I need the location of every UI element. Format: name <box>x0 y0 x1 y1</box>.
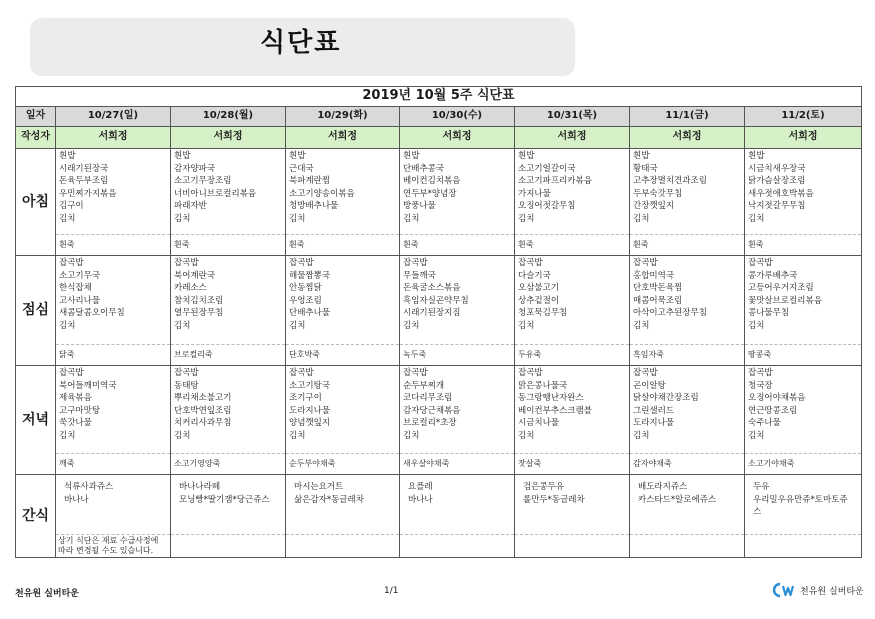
table-caption: 2019년 10월 5주 식단표 <box>16 87 862 107</box>
menu-item: 단배추나물 <box>289 308 331 318</box>
author-name: 서희정 <box>286 127 400 149</box>
menu-item: 김치 <box>518 430 535 441</box>
menu-item: 잡곡밥 <box>403 368 428 378</box>
menu-item: 롤만두*동글레차 <box>523 494 585 505</box>
day-menu-cell <box>745 475 862 535</box>
menu-item: 매콤어묵조림 <box>633 295 683 306</box>
menu-item: 석류사과쥬스 <box>64 482 114 492</box>
day-menu-cell <box>171 475 286 535</box>
menu-item: 김치 <box>748 320 765 331</box>
menu-item: 닭살야채간장조림 <box>633 393 699 403</box>
menu-item: 콩가루배추국 <box>748 270 798 281</box>
day-menu-cell <box>56 366 171 454</box>
menu-item: 브로컬리*초장 <box>403 418 457 428</box>
empty-cell <box>515 535 630 558</box>
day-menu-cell <box>515 256 630 345</box>
date-header: 11/1(금) <box>630 107 745 127</box>
day-menu-cell <box>56 475 171 535</box>
menu-item: 김치 <box>633 320 650 331</box>
date-header: 10/29(화) <box>286 107 400 127</box>
menu-item: 숙주나물 <box>748 418 781 428</box>
menu-item: 잡곡밥 <box>748 258 773 268</box>
day-menu-cell <box>286 366 400 454</box>
porridge-item: 흑임자죽 <box>630 345 745 366</box>
porridge-item: 순두부야채죽 <box>286 454 400 475</box>
menu-item: 김치 <box>633 213 650 224</box>
menu-note: 상기 식단은 재료 수급사정에 따라 변경될 수도 있습니다. <box>56 535 171 558</box>
logo-text: 천유원 실버타운 <box>800 586 864 597</box>
porridge-item: 흰죽 <box>515 235 630 256</box>
porridge-item: 소고기야채죽 <box>745 454 862 475</box>
menu-item: 동그랑땡난자완스 <box>518 393 584 403</box>
menu-item: 콩나물무침 <box>748 308 790 318</box>
author-label: 작성자 <box>16 127 56 149</box>
day-menu-cell <box>400 366 515 454</box>
menu-item: 조기구이 <box>289 393 322 403</box>
day-menu-cell <box>400 475 515 535</box>
menu-item: 방풍나물 <box>403 201 436 211</box>
menu-item: 잡곡밥 <box>289 258 314 268</box>
menu-item: 잡곡밥 <box>633 368 658 378</box>
menu-item: 바나나 <box>408 494 433 505</box>
menu-item: 양념깻잎지 <box>289 418 331 428</box>
porridge-item: 흰죽 <box>56 235 171 256</box>
day-menu-cell <box>286 149 400 235</box>
menu-item: 새우젓애호박볶음 <box>748 188 814 199</box>
menu-item: 김치 <box>403 430 420 441</box>
menu-item: 청국장 <box>748 380 773 391</box>
day-menu-cell <box>515 366 630 454</box>
day-menu-cell <box>745 149 862 235</box>
menu-item: 아삭이고추된장무침 <box>633 308 707 318</box>
empty-cell <box>171 535 286 558</box>
menu-item: 치커리사과무침 <box>174 418 232 428</box>
menu-item: 카레소스 <box>174 283 207 293</box>
menu-item: 근대국 <box>289 163 314 174</box>
menu-item: 김치 <box>59 213 76 224</box>
porridge-item: 흰죽 <box>171 235 286 256</box>
menu-item: 잡곡밥 <box>59 368 84 378</box>
author-name: 서희정 <box>171 127 286 149</box>
menu-item: 감자양파국 <box>174 163 216 174</box>
day-menu-cell <box>745 256 862 345</box>
menu-item: 잡곡밥 <box>174 258 199 268</box>
menu-item: 흰밥 <box>59 151 76 161</box>
menu-item: 우민찌가지볶음 <box>59 188 117 199</box>
menu-item: 잡곡밥 <box>289 368 314 378</box>
menu-item: 요플레 <box>408 482 433 492</box>
day-menu-cell <box>745 366 862 454</box>
page-title: 식단표 <box>260 28 342 58</box>
menu-item: 연근땅콩조림 <box>748 405 798 416</box>
menu-item: 오징어젓갈무침 <box>518 201 576 211</box>
menu-item: 새콤달콤오이무침 <box>59 308 125 318</box>
menu-item: 제육볶음 <box>59 393 92 403</box>
menu-item: 다슬기국 <box>518 270 551 281</box>
menu-item: 흰밥 <box>289 151 306 161</box>
empty-cell <box>400 535 515 558</box>
menu-item: 김치 <box>174 430 191 441</box>
menu-item: 홍합미역국 <box>633 270 675 281</box>
menu-item: 해물짬뽕국 <box>289 270 331 281</box>
menu-item: 검은콩두유 <box>523 482 565 492</box>
menu-item: 연두부*양념장 <box>403 188 457 199</box>
menu-item: 김치 <box>403 213 420 224</box>
porridge-item: 녹두죽 <box>400 345 515 366</box>
menu-item: 소고기얼갈이국 <box>518 163 576 174</box>
meal-label-2: 저녁 <box>16 366 56 475</box>
porridge-item: 흰죽 <box>745 235 862 256</box>
menu-item: 고등어우거지조림 <box>748 283 814 293</box>
menu-item: 쑥갓나물 <box>59 418 92 428</box>
menu-item: 동태탕 <box>174 380 199 391</box>
menu-item: 시금치나물 <box>518 418 560 428</box>
day-menu-cell <box>630 366 745 454</box>
footer-organization: 천유원 실버타운 <box>15 589 79 599</box>
menu-item: 김치 <box>289 320 306 331</box>
menu-item: 열무된장무침 <box>174 308 224 318</box>
empty-cell <box>630 535 745 558</box>
menu-item: 소고기무국 <box>59 270 101 281</box>
menu-item: 청포묵김무침 <box>518 308 568 318</box>
porridge-item: 새우살야채죽 <box>400 454 515 475</box>
menu-item: 오삼불고기 <box>518 283 560 293</box>
author-name: 서희정 <box>630 127 745 149</box>
menu-item: 잡곡밥 <box>518 258 543 268</box>
day-menu-cell <box>515 475 630 535</box>
menu-item: 북파계란찜 <box>289 176 331 186</box>
menu-item: 모닝빵*딸기잼*당근쥬스 <box>179 494 270 505</box>
menu-item: 곤이알탕 <box>633 380 666 391</box>
menu-item: 김치 <box>633 430 650 441</box>
menu-item: 돈육두부조림 <box>59 176 109 186</box>
author-name: 서희정 <box>515 127 630 149</box>
porridge-item: 흰죽 <box>400 235 515 256</box>
day-menu-cell <box>56 149 171 235</box>
menu-item: 배도라지쥬스 <box>638 482 688 492</box>
menu-item: 도라지나물 <box>633 418 675 428</box>
empty-cell <box>286 535 400 558</box>
menu-item: 두유 <box>753 482 770 492</box>
menu-item: 단배추콩국 <box>403 163 445 174</box>
meal-label-3: 간식 <box>16 475 56 558</box>
empty-cell <box>745 535 862 558</box>
porridge-item: 닭죽 <box>56 345 171 366</box>
menu-item: 카스타드*알로에쥬스 <box>638 494 717 505</box>
menu-item: 고구마맛탕 <box>59 405 101 416</box>
menu-item: 김치 <box>289 213 306 224</box>
menu-item: 닭가슴살장조림 <box>748 176 806 186</box>
menu-item: 잡곡밥 <box>174 368 199 378</box>
day-menu-cell <box>400 149 515 235</box>
logo-icon <box>773 582 797 598</box>
menu-item: 잡곡밥 <box>518 368 543 378</box>
page-number: 1/1 <box>384 586 399 596</box>
menu-item: 바나나 <box>64 494 89 505</box>
menu-item: 김치 <box>174 213 191 224</box>
porridge-item: 단호박죽 <box>286 345 400 366</box>
menu-item: 안동찜닭 <box>289 283 322 293</box>
menu-item: 도라지나물 <box>289 405 331 416</box>
menu-item: 흰밥 <box>518 151 535 161</box>
menu-item: 황태국 <box>633 163 658 174</box>
menu-item: 무들깨국 <box>403 270 436 281</box>
menu-item: 너비아니브로컬리볶음 <box>174 188 257 199</box>
menu-item: 소고기파프리카볶음 <box>518 176 592 186</box>
menu-item: 마시는요거트 <box>294 482 344 492</box>
menu-item: 한식잡채 <box>59 283 92 293</box>
author-name: 서희정 <box>56 127 171 149</box>
porridge-item: 흰죽 <box>630 235 745 256</box>
menu-item: 낙지젓갈무무침 <box>748 201 806 211</box>
menu-item: 맑은콩나물국 <box>518 380 568 391</box>
day-menu-cell <box>630 475 745 535</box>
menu-item: 파래자반 <box>174 201 207 211</box>
porridge-item: 소고기영양죽 <box>171 454 286 475</box>
menu-item: 청방배추나물 <box>289 201 339 211</box>
menu-item: 돈육굴소스볶음 <box>403 283 461 293</box>
menu-item: 북어계란국 <box>174 270 216 281</box>
menu-item: 코다리무조림 <box>403 393 453 403</box>
menu-item: 시래기된장지짐 <box>403 308 461 318</box>
menu-item: 북어들깨미역국 <box>59 380 117 391</box>
porridge-item: 깨죽 <box>56 454 171 475</box>
menu-item: 순두부찌개 <box>403 380 445 391</box>
day-menu-cell <box>630 256 745 345</box>
menu-item: 삶은감자*동글레차 <box>294 494 364 505</box>
menu-item: 그린샐러드 <box>633 405 675 416</box>
day-menu-cell <box>630 149 745 235</box>
menu-item: 고사리나물 <box>59 295 101 306</box>
day-menu-cell <box>171 149 286 235</box>
menu-item: 간장깻잎지 <box>633 201 675 211</box>
author-name: 서희정 <box>400 127 515 149</box>
menu-item: 뿌리채소불고기 <box>174 393 232 403</box>
menu-item: 김치 <box>518 213 535 224</box>
meal-plan-table <box>15 86 862 558</box>
date-header: 10/30(수) <box>400 107 515 127</box>
menu-item: 우리밀우유만쥬*토마토쥬스 <box>753 494 848 517</box>
author-name: 서희정 <box>745 127 862 149</box>
menu-item: 잡곡밥 <box>748 368 773 378</box>
menu-item: 감자당근채볶음 <box>403 405 461 416</box>
menu-item: 김치 <box>748 213 765 224</box>
menu-item: 소고기탕국 <box>289 380 331 391</box>
menu-item: 소고기양송이볶음 <box>289 188 355 199</box>
menu-item: 잡곡밥 <box>633 258 658 268</box>
menu-item: 김치 <box>518 320 535 331</box>
menu-item: 고추장멸치견과조림 <box>633 176 707 186</box>
meal-label-0: 아침 <box>16 149 56 256</box>
footer-logo <box>773 582 864 598</box>
menu-item: 소고기무장조림 <box>174 176 232 186</box>
day-menu-cell <box>171 256 286 345</box>
menu-item: 김치 <box>59 430 76 441</box>
day-menu-cell <box>400 256 515 345</box>
menu-item: 흰밥 <box>633 151 650 161</box>
menu-item: 우엉조림 <box>289 295 322 306</box>
meal-label-1: 점심 <box>16 256 56 366</box>
date-header: 10/27(일) <box>56 107 171 127</box>
menu-item: 가지나물 <box>518 188 551 199</box>
day-menu-cell <box>515 149 630 235</box>
porridge-item: 흰죽 <box>286 235 400 256</box>
date-label: 일자 <box>16 107 56 127</box>
menu-item: 단호박연잎조림 <box>174 405 232 416</box>
date-header: 11/2(토) <box>745 107 862 127</box>
menu-item: 상추겉절이 <box>518 295 560 306</box>
porridge-item: 브로컬리죽 <box>171 345 286 366</box>
menu-item: 베이컨김치볶음 <box>403 176 461 186</box>
porridge-item: 두유죽 <box>515 345 630 366</box>
porridge-item: 잣살죽 <box>515 454 630 475</box>
menu-item: 김구이 <box>59 201 84 211</box>
menu-item: 오징어야채볶음 <box>748 393 806 403</box>
day-menu-cell <box>286 256 400 345</box>
menu-item: 흰밥 <box>174 151 191 161</box>
porridge-item: 땅콩죽 <box>745 345 862 366</box>
menu-item: 단호박돈육찜 <box>633 283 683 293</box>
menu-item: 김치 <box>59 320 76 331</box>
menu-item: 흑임자실곤약무침 <box>403 295 469 306</box>
day-menu-cell <box>56 256 171 345</box>
menu-item: 베이컨부추스크램블 <box>518 405 592 416</box>
menu-item: 김치 <box>289 430 306 441</box>
menu-item: 김치 <box>748 430 765 441</box>
menu-item: 바나나라떼 <box>179 482 221 492</box>
day-menu-cell <box>171 366 286 454</box>
porridge-item: 감자야채죽 <box>630 454 745 475</box>
day-menu-cell <box>286 475 400 535</box>
menu-item: 잡곡밥 <box>403 258 428 268</box>
menu-item: 잡곡밥 <box>59 258 84 268</box>
menu-item: 꽃맛살브로컬리볶음 <box>748 295 822 306</box>
menu-item: 시래기된장국 <box>59 163 109 174</box>
menu-item: 두부숙갓무침 <box>633 188 683 199</box>
menu-item: 김치 <box>174 320 191 331</box>
menu-item: 김치 <box>403 320 420 331</box>
date-header: 10/28(월) <box>171 107 286 127</box>
menu-item: 시금치새우장국 <box>748 163 806 174</box>
menu-item: 흰밥 <box>403 151 420 161</box>
menu-item: 흰밥 <box>748 151 765 161</box>
menu-item: 참치김치조림 <box>174 295 224 306</box>
date-header: 10/31(목) <box>515 107 630 127</box>
